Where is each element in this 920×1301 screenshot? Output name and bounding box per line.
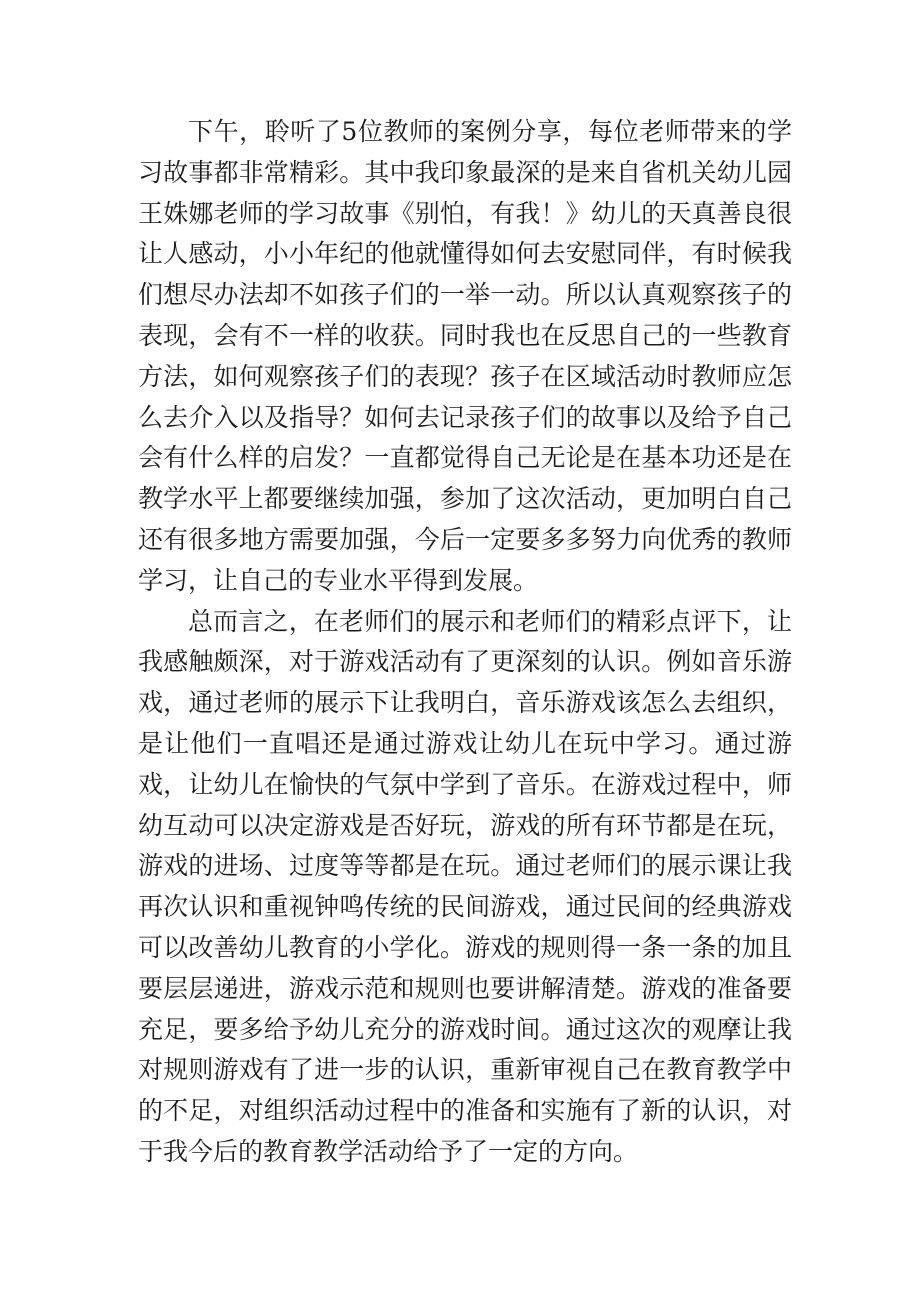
paragraph-case-sharing: 下午，聆听了5位教师的案例分享，每位老师带来的学习故事都非常精彩。其中我印象最深的是来自省机关幼儿园王姝娜老师的学习故事《别怕，有我！》幼儿的天真善良很让人感动，小小年纪的他就懂得如何去安慰同伴，有时候我们想尽办法却不如孩子们的一举一动。所以认真观察孩子的表现，会有不一样的收获。同时我也在反思自己的一些教育方法，如何观察孩子们的表现？孩子在区域活动时教师应怎么去介入以及指导？如何去记录孩子们的故事以及给予自己会有什么样的启发？一直都觉得自己无论是在基本功还是在教学水平上都要继续加强，参加了这次活动，更加明白自己还有很多地方需要加强，今后一定要多多努力向优秀的教师学习，让自己的专业水平得到发展。 [138,117,792,595]
paragraph-summary: 总而言之，在老师们的展示和老师们的精彩点评下，让我感触颇深，对于游戏活动有了更深刻的认识。例如音乐游戏，通过老师的展示下让我明白，音乐游戏该怎么去组织，是让他们一直唱还是通过游戏让幼儿在玩中学习。通过游戏，让幼儿在愉快的气氛中学到了音乐。在游戏过程中，师幼互动可以决定游戏是否好玩，游戏的所有环节都是在玩，游戏的进场、过度等等都是在玩。通过老师们的展示课让我再次认识和重视钟鸣传统的民间游戏，通过民间的经典游戏可以改善幼儿教育的小学化。游戏的规则得一条一条的加且要层层递进，游戏示范和规则也要讲解清楚。游戏的准备要充足，要多给予幼儿充分的游戏时间。通过这次的观摩让我对规则游戏有了进一步的认识，重新审视自己在教育教学中的不足，对组织活动过程中的准备和实施有了新的认识，对于我今后的教育教学活动给予了一定的方向。 [138,606,792,1166]
body-text [138,112,792,1173]
